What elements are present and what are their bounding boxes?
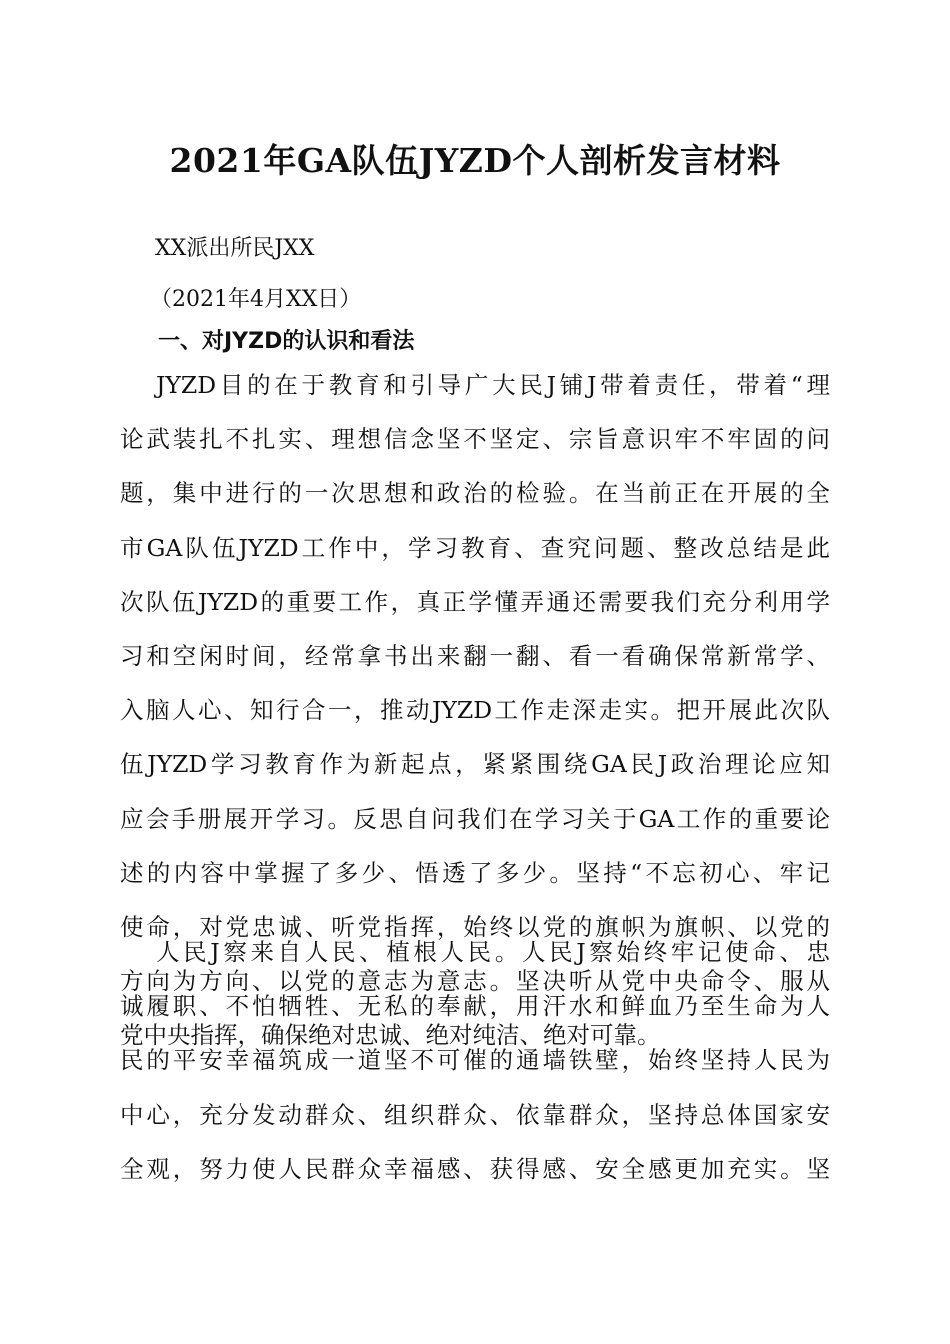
paragraph-line: 党中央指挥，确保绝对忠诚、绝对纯洁、绝对可靠。 [120, 1021, 661, 1050]
paragraph-line: 次队伍JYZD的重要工作，真正学懂弄通还需要我们充分利用学 [120, 587, 830, 616]
paragraph-line: 述的内容中掌握了多少、悟透了多少。坚持“不忘初心、牢记 [120, 858, 830, 887]
date-line: （2021年4月XX日） [150, 287, 362, 312]
paragraph-2 [120, 925, 830, 1196]
paragraph-line: 诚履职、不怕牺牲、无私的奉献，用汗水和鲜血乃至生命为人 [120, 992, 830, 1021]
document-title: 2021年GA队伍JYZD个人剖析发言材料 [169, 141, 781, 180]
paragraph-line: JYZD目的在于教育和引导广大民J铺J带着责任，带着“理 [156, 371, 830, 399]
paragraph-line: 人民J察来自人民、植根人民。人民J察始终牢记使命、忠 [156, 938, 830, 966]
paragraph-line: 题，集中进行的一次思想和政治的检验。在当前正在开展的全 [120, 479, 830, 508]
paragraph-line: 民的平安幸福筑成一道坚不可催的通墙铁壁，始终坚持人民为 [120, 1046, 830, 1075]
paragraph-line: 全观，努力使人民群众幸福感、获得感、安全感更加充实。坚 [120, 1154, 830, 1183]
paragraph-line: 伍JYZD学习教育作为新起点，紧紧围绕GA民J政治理论应知 [120, 750, 830, 779]
paragraph-line: 入脑人心、知行合一，推动JYZD工作走深走实。把开展此次队 [120, 696, 830, 725]
paragraph-line: 方向为方向、以党的意志为意志。坚决听从党中央命令、服从 [120, 967, 830, 996]
paragraph-line: 论武装扎不扎实、理想信念坚不坚定、宗旨意识牢不牢固的问 [120, 425, 830, 454]
paragraph-line: 市GA队伍JYZD工作中，学习教育、查究问题、整改总结是此 [120, 533, 830, 562]
author-line: XX派出所民JXX [155, 236, 315, 261]
paragraph-line: 中心，充分发动群众、组织群众、依靠群众，坚持总体国家安 [120, 1100, 830, 1129]
section-heading: 一、对JYZD的认识和看法 [158, 329, 415, 354]
paragraph-line: 应会手册展开学习。反思自问我们在学习关于GA工作的重要论 [120, 804, 830, 833]
paragraph-line: 使命，对党忠诚、听党指挥，始终以党的旗帜为旗帜、以党的 [120, 912, 830, 941]
paragraph-line: 习和空闲时间，经常拿书出来翻一翻、看一看确保常新常学、 [120, 641, 830, 670]
